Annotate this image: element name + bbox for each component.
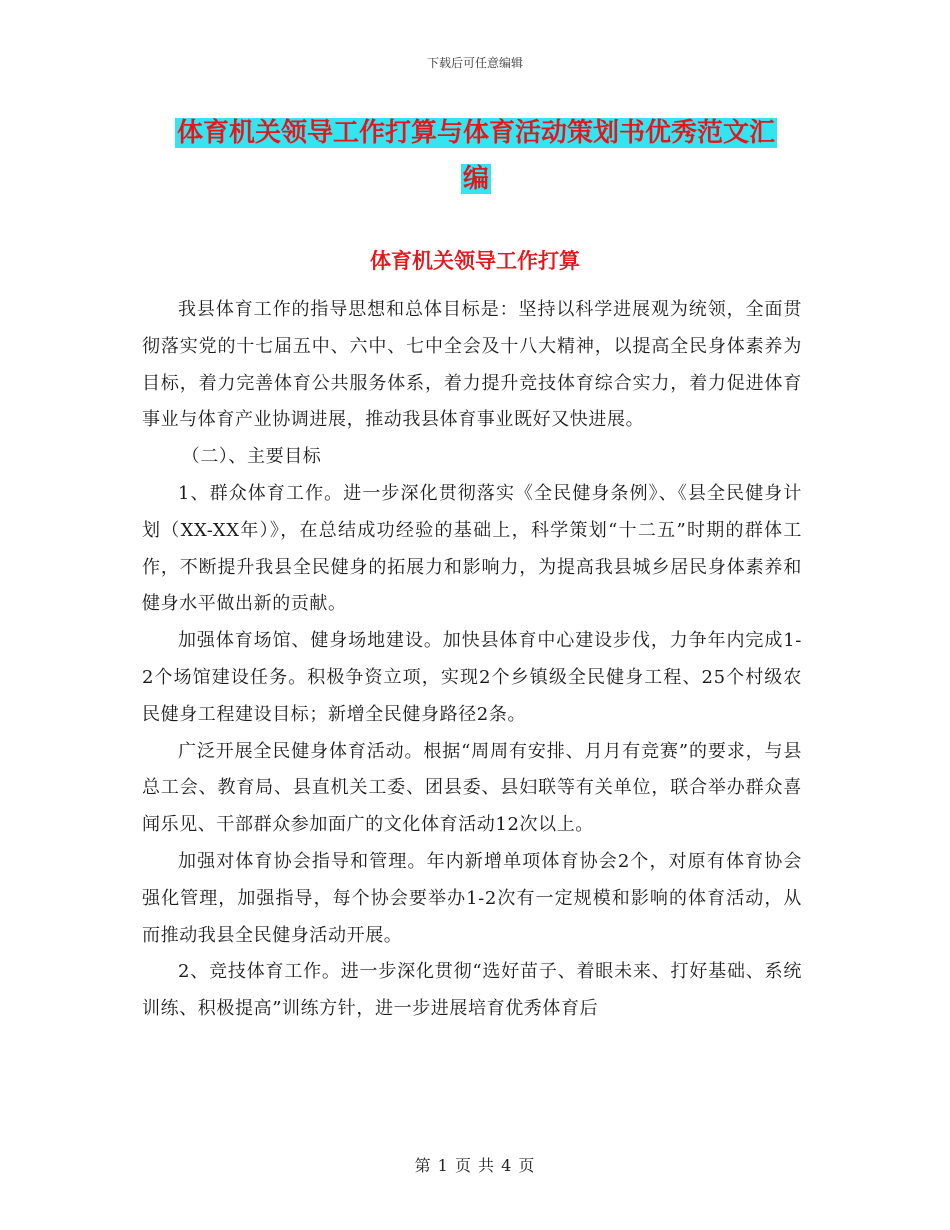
header-note: 下载后可任意编辑	[426, 56, 523, 70]
subheading: （二）、主要目标	[181, 446, 322, 468]
document-title-line-2: 编	[462, 164, 489, 194]
paragraph: 广泛开展全民健身体育活动。根据“周周有安排、月月有竞赛”的要求，与县总工会、教育局、县直机关工委、团县委、县妇联等有关单位，联合举办群众喜闻乐见、干部群众参加面广的文化体育活动12次以上。	[142, 740, 802, 836]
document-body	[142, 292, 802, 1028]
document-title-line-1: 体育机关领导工作打算与体育活动策划书优秀范文汇	[176, 118, 775, 148]
page-number-footer: 第 1 页 共 4 页	[414, 1156, 536, 1175]
paragraph: 2、竞技体育工作。进一步深化贯彻“选好苗子、着眼未来、打好基础、系统训练、积极提高”训练方针，进一步进展培育优秀体育后	[142, 961, 802, 1020]
document-title	[142, 110, 810, 202]
section-title: 体育机关领导工作打算	[370, 249, 580, 273]
paragraph: 我县体育工作的指导思想和总体目标是：坚持以科学进展观为统领，全面贯彻落实党的十七届五中、六中、七中全会及十八大精神，以提高全民身体素养为目标，着力完善体育公共服务体系，着力提升竞技体育综合实力，着力促进体育事业与体育产业协调进展，推动我县体育事业既好又快进展。	[142, 299, 802, 431]
paragraph: 1、群众体育工作。进一步深化贯彻落实《全民健身条例》、《县全民健身计划（XX-XX年）》，在总结成功经验的基础上，科学策划“十二五”时期的群体工作，不断提升我县全民健身的拓展力和影响力，为提高我县城乡居民身体素养和健身水平做出新的贡献。	[142, 482, 802, 615]
paragraph: 加强体育场馆、健身场地建设。加快县体育中心建设步伐，力争年内完成1-2个场馆建设任务。积极争资立项，实现2个乡镇级全民健身工程、25个村级农民健身工程建设目标；新增全民健身路径2条。	[142, 630, 802, 725]
paragraph: 加强对体育协会指导和管理。年内新增单项体育协会2个，对原有体育协会强化管理，加强指导，每个协会要举办1-2次有一定规模和影响的体育活动，从而推动我县全民健身活动开展。	[142, 850, 802, 946]
